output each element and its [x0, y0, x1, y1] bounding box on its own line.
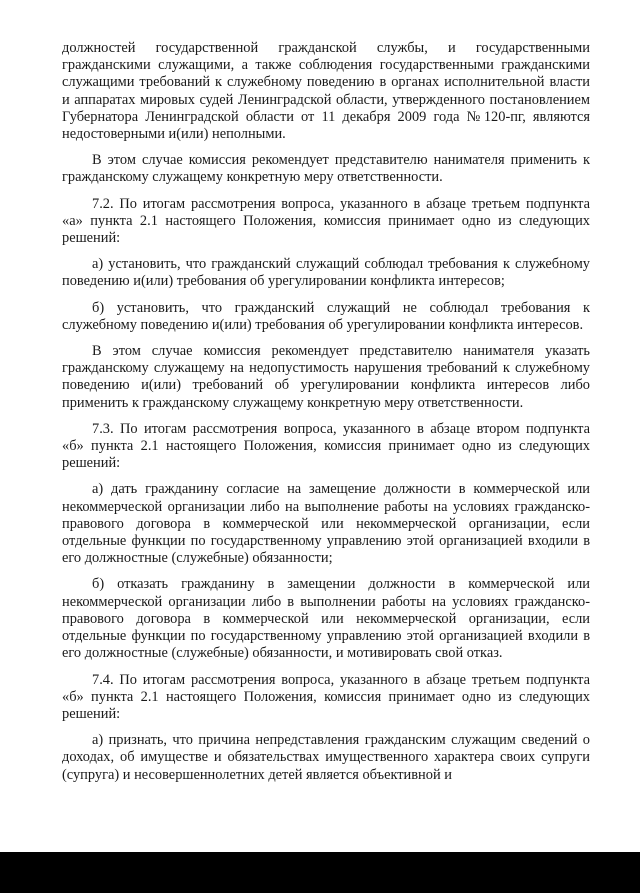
list-item: а) признать, что причина непредставления гражданским служащим сведений о доходах, об имуществе и обязательствах имущественного характера своих супруги (супруга) и несовершеннолетних детей является объективной и	[62, 732, 590, 783]
list-item: а) дать гражданину согласие на замещение должности в коммерческой или некоммерческой организации либо на выполнение работы на условиях гражданско-правового договора в коммерческой или некоммерческой организации, если отдельные функции по государственному управлению этой организацией входили в его должностные (служебные) обязанности;	[62, 481, 590, 567]
clause-heading: 7.3. По итогам рассмотрения вопроса, указанного в абзаце втором подпункта «б» пункта 2.1 настоящего Положения, комиссия принимает одно из следующих решений:	[62, 420, 590, 472]
list-item: б) отказать гражданину в замещении должности в коммерческой или некоммерческой организации либо в выполнении работы на условиях гражданско-правового договора в коммерческой или некоммерческой организации, если отдельные функции по государственному управлению этой организацией входили в его должностные (служебные) обязанности, и мотивировать свой отказ.	[62, 576, 590, 662]
document-body	[62, 40, 590, 793]
clause-heading: 7.4. По итогам рассмотрения вопроса, указанного в абзаце третьем подпункта «б» пункта 2.1 настоящего Положения, комиссия принимает одно из следующих решений:	[62, 671, 590, 722]
list-item: б) установить, что гражданский служащий не соблюдал требования к служебному поведению и(или) требования об урегулировании конфликта интересов.	[62, 299, 590, 333]
paragraph: В этом случае комиссия рекомендует представителю нанимателя указать гражданскому служащему на недопустимость нарушения требований к служебному поведению и(или) требований об урегулировании конфликта интересов либо применить к гражданскому служащему конкретную меру ответственности.	[62, 343, 590, 411]
paragraph: В этом случае комиссия рекомендует представителю нанимателя применить к гражданскому служащему конкретную меру ответственности.	[62, 152, 590, 186]
clause-heading: 7.2. По итогам рассмотрения вопроса, указанного в абзаце третьем подпункта «а» пункта 2.1 настоящего Положения, комиссия принимает одно из следующих решений:	[62, 195, 590, 247]
scan-border	[0, 852, 640, 893]
list-item: а) установить, что гражданский служащий соблюдал требования к служебному поведению и(или) требования об урегулировании конфликта интересов;	[62, 256, 590, 290]
paragraph: должностей государственной гражданской службы, и государственными гражданскими служащими, а также соблюдения государственными гражданскими служащими требований к служебному поведению в органах исполнительной власти и аппаратах мировых судей Ленинградской области, утвержденного постановлением Губернатора Ленинградской области от 11 декабря 2009 года №120-пг, являются недостоверными и(или) неполными.	[62, 40, 590, 143]
